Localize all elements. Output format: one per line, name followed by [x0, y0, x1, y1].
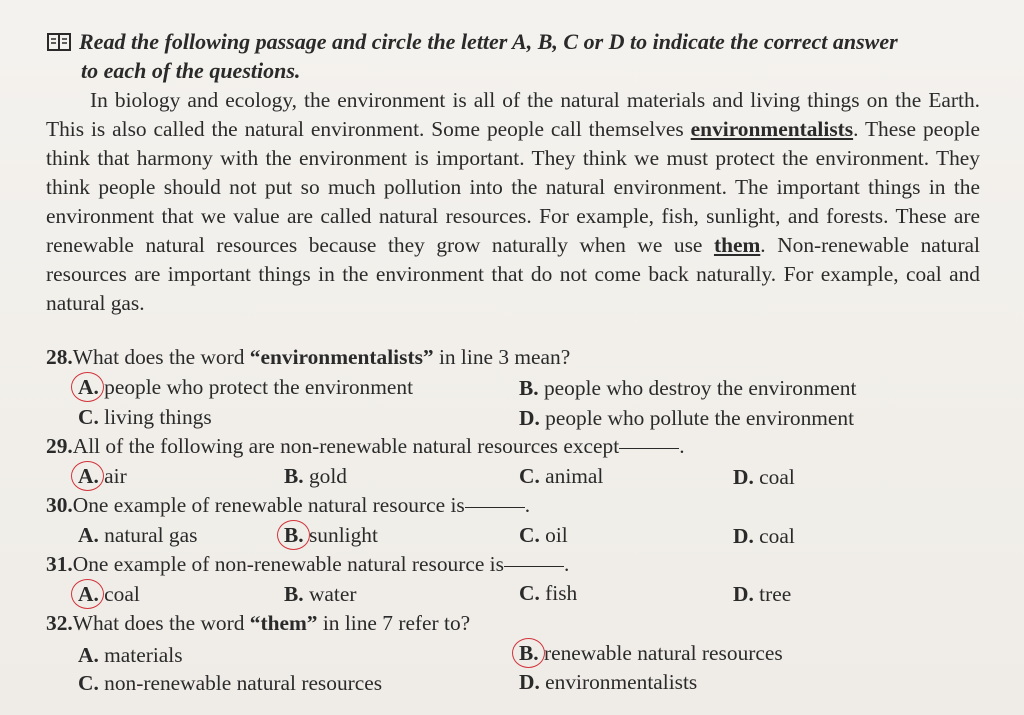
period: .	[563, 552, 570, 576]
option-text: sunlight	[303, 523, 378, 547]
question-30-option-b[interactable]	[284, 523, 378, 548]
answer-circle	[71, 372, 104, 402]
option-text: gold	[303, 464, 348, 488]
book-icon	[47, 30, 71, 50]
option-letter: C.	[78, 405, 99, 429]
question-number: 30.	[46, 493, 73, 517]
question-31-stem	[46, 552, 569, 577]
question-28-option-c[interactable]	[78, 405, 212, 430]
question-29-option-c[interactable]	[519, 464, 603, 489]
question-text: What does the word	[72, 345, 250, 369]
question-31-option-d[interactable]	[733, 582, 791, 607]
option-letter: D.	[733, 582, 754, 606]
question-number: 28.	[46, 345, 73, 369]
option-text: natural gas	[98, 523, 198, 547]
option-letter: A.	[78, 643, 99, 667]
option-letter: C.	[78, 671, 99, 695]
option-text: materials	[98, 643, 183, 667]
answer-circle	[71, 461, 104, 491]
question-number: 31.	[46, 552, 73, 576]
option-text: environmentalists	[539, 670, 698, 694]
question-32-option-d[interactable]	[519, 670, 697, 695]
question-keyword: “them”	[249, 611, 318, 635]
instruction-line-1: Read the following passage and circle the letter A, B, C or D to indicate the correct answer	[79, 29, 898, 54]
question-31-option-c[interactable]	[519, 581, 577, 606]
question-29-option-b[interactable]	[284, 464, 347, 489]
question-32-option-a[interactable]	[78, 643, 183, 668]
question-31-option-a[interactable]	[78, 582, 140, 607]
question-text: All of the following are non-renewable natural resources except	[72, 434, 620, 458]
question-31-option-b[interactable]	[284, 582, 356, 607]
option-text: fish	[539, 581, 578, 605]
option-text: tree	[753, 582, 792, 606]
question-keyword: “environmentalists”	[249, 345, 434, 369]
option-text: coal	[753, 524, 795, 548]
answer-circle	[277, 520, 310, 550]
answer-blank	[504, 566, 564, 567]
option-text: coal	[98, 582, 140, 606]
option-letter: B.	[519, 641, 539, 665]
option-letter: A.	[78, 464, 99, 488]
passage-keyword-them: them	[713, 233, 761, 257]
question-number: 32.	[46, 611, 73, 635]
option-letter: A.	[78, 523, 99, 547]
option-text: water	[303, 582, 357, 606]
option-letter: B.	[284, 582, 304, 606]
question-text: What does the word	[72, 611, 250, 635]
answer-blank	[619, 448, 679, 449]
question-32-stem	[46, 611, 470, 636]
question-text: One example of renewable natural resource is	[72, 493, 465, 517]
option-letter: A.	[78, 375, 99, 399]
passage-part-1: In biology and ecology, the environment is all of the natural materials and living things on the Earth. This is also called the natural environment. Some people call themselves	[46, 88, 980, 141]
option-text: people who protect the environment	[98, 375, 414, 399]
reading-passage	[46, 86, 980, 318]
option-text: renewable natural resources	[538, 641, 783, 665]
passage-part-2: . These people think that harmony with the environment is important. They think we must protect the environment. They think people should not put so much pollution into the natural environment. The important things in the environment that we value are called natural resources. For example, fish, sunlight, and forests. These are renewable natural resources because they grow naturally when we use	[46, 117, 981, 257]
question-30-stem	[46, 493, 530, 518]
question-28-option-d[interactable]	[519, 406, 854, 431]
option-letter: D.	[733, 524, 754, 548]
option-text: air	[98, 464, 127, 488]
question-text: in line 7 refer to?	[317, 611, 471, 635]
question-number: 29.	[46, 434, 73, 458]
instruction	[47, 27, 987, 85]
answer-circle	[71, 579, 104, 609]
option-letter: C.	[519, 523, 540, 547]
question-text: One example of non-renewable natural resource is	[72, 552, 504, 576]
question-28-option-b[interactable]	[519, 376, 856, 401]
passage-part-3: . Non-renewable natural resources are important things in the environment that do not come back naturally. For example, coal and natural gas.	[46, 233, 980, 315]
option-letter: A.	[78, 582, 99, 606]
option-text: animal	[539, 464, 604, 488]
question-32-option-b[interactable]	[519, 641, 783, 666]
option-letter: D.	[733, 465, 754, 489]
option-letter: C.	[519, 464, 540, 488]
option-letter: D.	[519, 670, 540, 694]
option-letter: C.	[519, 581, 540, 605]
question-30-option-d[interactable]	[733, 524, 795, 549]
question-29-option-d[interactable]	[733, 465, 795, 490]
option-letter: B.	[284, 523, 304, 547]
option-letter: B.	[284, 464, 304, 488]
question-text: in line 3 mean?	[433, 345, 571, 369]
question-30-option-c[interactable]	[519, 523, 568, 548]
option-text: people who pollute the environment	[539, 406, 855, 430]
question-32-option-c[interactable]	[78, 671, 382, 696]
question-30-option-a[interactable]	[78, 523, 197, 548]
period: .	[524, 493, 531, 517]
option-letter: B.	[519, 376, 539, 400]
question-29-option-a[interactable]	[78, 464, 127, 489]
option-text: oil	[539, 523, 568, 547]
question-28-option-a[interactable]	[78, 375, 413, 400]
question-29-stem	[46, 434, 685, 459]
option-text: living things	[98, 405, 212, 429]
option-text: coal	[753, 465, 795, 489]
question-28-stem	[46, 345, 570, 370]
answer-blank	[465, 507, 525, 508]
period: .	[679, 434, 685, 458]
option-text: non-renewable natural resources	[98, 671, 383, 695]
passage-keyword-environmentalists: environmentalists	[690, 117, 854, 141]
option-text: people who destroy the environment	[538, 376, 857, 400]
answer-circle	[512, 638, 545, 668]
option-letter: D.	[519, 406, 540, 430]
instruction-line-2: to each of the questions.	[81, 58, 301, 83]
